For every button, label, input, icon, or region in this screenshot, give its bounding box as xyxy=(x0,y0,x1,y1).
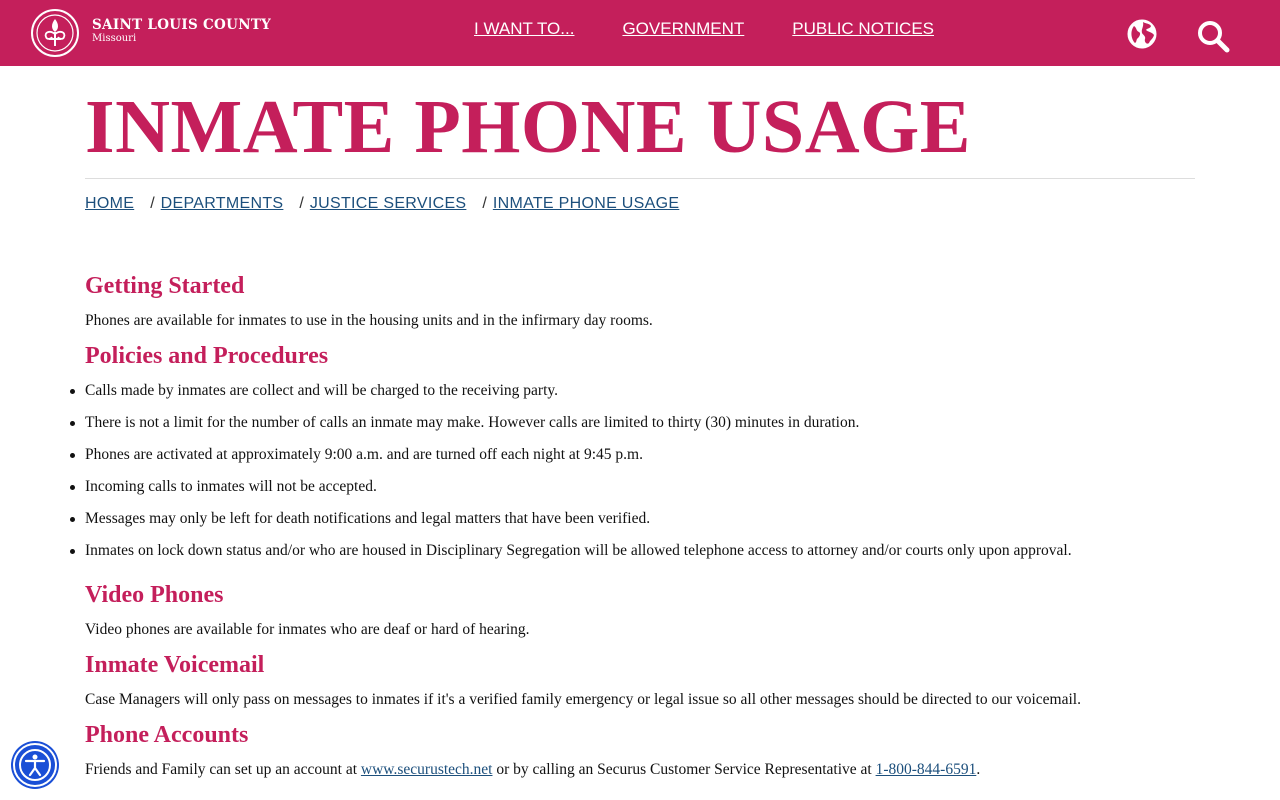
accessibility-icon xyxy=(15,745,55,785)
phone-accounts-text xyxy=(85,760,1195,780)
list-item: Incoming calls to inmates will not be accepted. xyxy=(85,477,1195,497)
nav-public-notices[interactable]: PUBLIC NOTICES xyxy=(792,19,934,38)
list-item: Calls made by inmates are collect and will be charged to the receiving party. xyxy=(85,381,1195,401)
list-item: Inmates on lock down status and/or who are housed in Disciplinary Segregation will be allowed telephone access to attorney and/or courts only upon approval. xyxy=(85,541,1195,561)
page-title: INMATE PHONE USAGE xyxy=(85,85,971,169)
section-heading-getting-started: Getting Started xyxy=(85,273,245,299)
breadcrumb-departments[interactable]: DEPARTMENTS xyxy=(160,195,284,212)
site-header xyxy=(0,0,1280,66)
main-content xyxy=(85,270,1195,780)
breadcrumb-home[interactable]: HOME xyxy=(85,195,135,212)
policies-list xyxy=(85,381,1195,561)
county-logo-icon[interactable] xyxy=(30,8,80,58)
list-item: There is not a limit for the number of calls an inmate may make. However calls are limited to thirty (30) minutes in duration. xyxy=(85,413,1195,433)
getting-started-text: Phones are available for inmates to use in the housing units and in the infirmary day rooms. xyxy=(85,312,653,329)
breadcrumb-justice-services[interactable]: JUSTICE SERVICES xyxy=(309,195,467,212)
section-heading-phone-accounts: Phone Accounts xyxy=(85,722,249,748)
breadcrumb-separator: / xyxy=(482,195,487,212)
globe-icon[interactable] xyxy=(1125,17,1159,51)
breadcrumb xyxy=(85,194,679,214)
phone-accounts-text-start: Friends and Family can set up an account at xyxy=(85,761,361,778)
breadcrumb-current[interactable]: INMATE PHONE USAGE xyxy=(492,195,680,212)
accessibility-button[interactable] xyxy=(13,743,57,787)
phone-accounts-text-middle: or by calling an Securus Customer Service Representative at xyxy=(492,761,876,778)
search-icon[interactable] xyxy=(1196,19,1230,53)
list-item: Messages may only be left for death notifications and legal matters that have been verified. xyxy=(85,509,1195,529)
phone-accounts-text-end: . xyxy=(976,761,981,778)
breadcrumb-separator: / xyxy=(299,195,304,212)
nav-government[interactable]: GOVERNMENT xyxy=(622,19,745,38)
voicemail-text: Case Managers will only pass on messages to inmates if it's a verified family emergency or legal issue so all other messages should be directed to our voicemail. xyxy=(85,691,1081,708)
securus-website-link[interactable]: www.securustech.net xyxy=(360,761,493,778)
breadcrumb-separator: / xyxy=(150,195,155,212)
section-heading-policies: Policies and Procedures xyxy=(85,343,329,369)
section-heading-video-phones: Video Phones xyxy=(85,582,224,608)
securus-phone-link[interactable]: 1-800-844-6591 xyxy=(875,761,977,778)
org-name: SAINT LOUIS COUNTY xyxy=(92,17,272,33)
section-heading-voicemail: Inmate Voicemail xyxy=(85,652,265,678)
main-nav xyxy=(474,18,934,40)
title-divider xyxy=(85,178,1195,179)
org-state: Missouri xyxy=(92,33,137,44)
nav-i-want-to[interactable]: I WANT TO... xyxy=(474,19,575,38)
list-item: Phones are activated at approximately 9:00 a.m. and are turned off each night at 9:45 p.m. xyxy=(85,445,1195,465)
county-name[interactable] xyxy=(92,17,271,45)
video-phones-text: Video phones are available for inmates who are deaf or hard of hearing. xyxy=(85,621,530,638)
